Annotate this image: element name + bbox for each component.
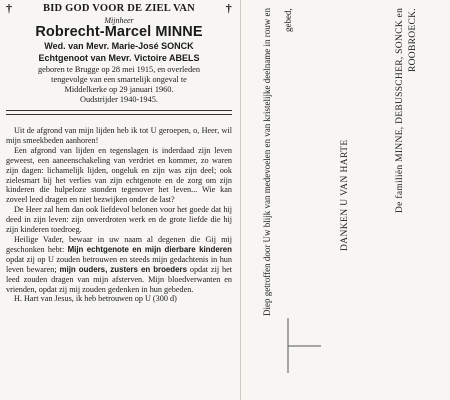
families-line-1: De familiën MINNE, DEBUSSCHER, SONCK en: [395, 8, 405, 214]
thanks-text-col2: gebed,: [283, 8, 293, 32]
paragraph: Een afgrond van lijden en tegenslagen is inderdaad zijn leven geweest, een aaneenschakeling van verdriet en kommer, zo waren zijn dagen: lichamelijk lijden, ongeluk en zijn was zijn deel; ook zielesmart bij het verlies van zijn echtgenote en de zorg om zijn kinderen die hulpeloze stonden tegenover het leven... Wie kan zoveel leed dragen en niet bezwijken onder de last?: [6, 145, 232, 205]
paragraph: Uit de afgrond van mijn lijden heb ik tot U geroepen, o, Heer, wil mijn smeekbeden aanhoren!: [6, 126, 232, 145]
deceased-name: Robrecht-Marcel MINNE: [35, 24, 203, 40]
thanks-heading: DANKEN U VAN HARTE: [340, 139, 350, 251]
thanks-text-col1: Diep getroffen door Uw blijk van medevoelen en van kristelijke deelname in rouw en: [262, 8, 272, 316]
paragraph: H. Hart van Jesus, ik heb betrouwen op U (300 d): [14, 294, 177, 304]
divider-rule: [6, 114, 232, 115]
memorial-left-page: [6, 2, 232, 398]
prayer-text: [6, 126, 232, 304]
bold-phrase: mijn ouders, zusters en broeders: [59, 264, 187, 274]
families-line-2: ROOBROECK.: [408, 8, 418, 72]
paragraph: [6, 235, 232, 294]
widower-line: Wed. van Mevr. Marie-José SONCK: [44, 41, 194, 51]
cross-icon: †: [6, 1, 13, 15]
cross-icon: †: [225, 1, 232, 15]
paragraph-text: opdat zij het leed zouden dragen van mijn afsterven. Mijn bloedverwanten en vrienden, opdat zij mij zouden gedenken in hun gebeden.: [6, 264, 233, 294]
page-fold: [240, 0, 241, 400]
title-mijnheer: Mijnheer: [104, 16, 134, 25]
header: [6, 2, 232, 16]
bold-phrase: Mijn echtgenote en mijn dierbare kinderen: [67, 244, 232, 254]
header-text: BID GOD VOOR DE ZIEL VAN: [43, 3, 195, 14]
paragraph: De Heer zal hem dan ook liefdevol belonen voor het goede dat hij deed in zijn leven: zijn onverdroten werk en de grote liefde die hij zijn kinderen toedroeg.: [6, 205, 232, 235]
born-line-1: geboren te Brugge op 28 mei 1915, en overleden: [38, 65, 200, 74]
spouse-line: Echtgenoot van Mevr. Victoire ABELS: [38, 53, 200, 63]
born-line-2: tengevolge van een smartelijk ongeval te: [51, 75, 187, 84]
paragraph-text: Heilige Vader, bewaar in uw naam al degenen die Gij mij geschonken hebt:: [6, 234, 232, 254]
cross-icon: [283, 308, 323, 378]
veteran-line: Oudstrijder 1940-1945.: [80, 95, 158, 104]
born-line-3: Middelkerke op 29 januari 1960.: [64, 85, 174, 94]
divider-rule: [6, 110, 232, 111]
paragraph-text: opdat zij op U zouden betrouwen en steeds mijn gedachtenis in hun leven bewaren;: [6, 254, 232, 274]
